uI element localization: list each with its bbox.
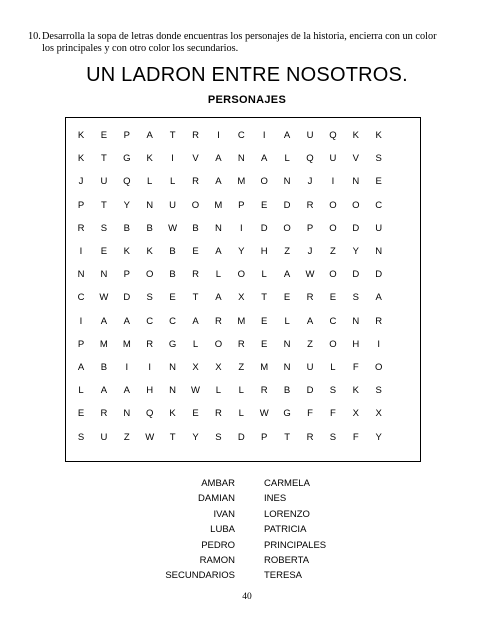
grid-letter: E: [261, 338, 268, 350]
grid-letter: L: [238, 385, 244, 397]
grid-letter: P: [306, 222, 314, 234]
grid-letter: R: [192, 130, 199, 141]
grid-letter: M: [237, 176, 246, 188]
grid-letter: Z: [329, 246, 336, 257]
grid-letter: R: [306, 292, 314, 304]
grid-letter: A: [100, 385, 108, 397]
grid-letter: N: [237, 153, 245, 165]
grid-letter: X: [238, 292, 245, 304]
grid-letter: A: [306, 315, 314, 327]
grid-letter: T: [261, 292, 268, 304]
grid-letter: Q: [145, 408, 154, 420]
grid-letter: I: [79, 315, 83, 327]
grid-letter: A: [375, 292, 382, 304]
grid-letter: R: [214, 408, 222, 420]
word-right: LORENZO: [264, 508, 310, 520]
word-left: DAMIAN: [198, 493, 235, 505]
grid-letter: A: [283, 130, 291, 141]
section-subtitle: PERSONAJES: [207, 94, 287, 106]
grid-letter: L: [215, 269, 222, 281]
grid-letter: U: [169, 199, 177, 211]
grid-letter: T: [169, 130, 176, 141]
grid-letter: P: [77, 199, 85, 211]
grid-letter: Z: [284, 246, 290, 257]
grid-letter: N: [375, 246, 383, 257]
grid-letter: B: [283, 385, 291, 397]
grid-letter: L: [147, 176, 153, 188]
grid-letter: I: [262, 130, 266, 141]
grid-letter: A: [123, 385, 130, 397]
grid-letter: O: [329, 269, 337, 281]
grid-letter: B: [123, 222, 130, 234]
grid-letter: A: [261, 153, 268, 165]
grid-letter: O: [260, 176, 268, 188]
grid-letter: N: [214, 222, 222, 234]
grid-letter: D: [352, 222, 360, 234]
grid-letter: W: [259, 408, 269, 420]
grid-letter: Q: [329, 130, 337, 141]
grid-letter: R: [306, 431, 314, 443]
grid-letter: B: [100, 362, 108, 373]
grid-letter: A: [215, 292, 222, 304]
grid-letter: K: [352, 130, 359, 141]
grid-letter: P: [77, 338, 85, 350]
grid-letter: F: [352, 431, 359, 443]
grid-letter: Y: [352, 246, 359, 257]
grid-letter: U: [100, 176, 108, 188]
grid-letter: G: [123, 153, 131, 165]
grid-letter: A: [215, 153, 222, 165]
grid-letter: S: [146, 292, 153, 304]
grid-letter: M: [122, 338, 131, 350]
grid-letter: B: [192, 222, 199, 234]
grid-letter: I: [171, 153, 174, 165]
grid-letter: S: [375, 153, 382, 165]
grid-letter: O: [145, 269, 154, 281]
grid-letter: U: [329, 153, 337, 165]
grid-letter: W: [305, 269, 315, 281]
grid-letter: V: [352, 153, 359, 165]
grid-letter: J: [78, 176, 84, 188]
grid-letter: R: [77, 222, 85, 234]
grid-letter: H: [146, 385, 154, 397]
grid-letter: D: [283, 199, 291, 211]
grid-letter: X: [352, 408, 359, 420]
grid-letter: I: [148, 362, 151, 373]
grid-letter: X: [215, 362, 222, 373]
grid-letter: C: [77, 292, 85, 304]
grid-letter: A: [123, 315, 130, 327]
grid-letter: O: [329, 222, 337, 234]
grid-letter: T: [100, 199, 107, 211]
grid-letter: A: [146, 130, 153, 141]
grid-letter: L: [261, 269, 267, 281]
grid-letter: R: [214, 315, 222, 327]
grid-letter: Z: [307, 338, 313, 350]
grid-letter: I: [331, 176, 335, 188]
grid-letter: B: [146, 222, 153, 234]
grid-letter: F: [352, 362, 359, 373]
grid-letter: A: [215, 176, 222, 188]
grid-letter: S: [352, 292, 359, 304]
grid-letter: I: [239, 222, 243, 234]
grid-letter: S: [329, 431, 337, 443]
word-left: PEDRO: [201, 539, 235, 551]
grid-letter: H: [260, 246, 268, 257]
grid-letter: E: [261, 315, 268, 327]
grid-letter: L: [192, 338, 199, 350]
grid-letter: N: [169, 362, 177, 373]
grid-letter: Z: [238, 362, 245, 373]
grid-letter: R: [375, 315, 383, 327]
grid-letter: B: [169, 269, 176, 281]
page-number: 40: [242, 592, 252, 602]
instruction-number: 10.: [28, 31, 41, 42]
word-left: LUBA: [210, 524, 235, 536]
grid-letter: R: [260, 385, 268, 397]
word-search-box: [65, 117, 421, 462]
grid-letter: K: [146, 153, 153, 165]
grid-letter: K: [169, 408, 176, 420]
grid-letter: M: [237, 315, 246, 327]
grid-letter: M: [214, 199, 223, 211]
grid-letter: E: [169, 292, 176, 304]
word-left: IVAN: [213, 508, 235, 520]
grid-letter: O: [283, 222, 291, 234]
word-search-grid: [66, 118, 420, 461]
grid-letter: E: [100, 246, 108, 257]
grid-letter: N: [352, 315, 360, 327]
grid-letter: N: [146, 199, 154, 211]
instruction-text: Desarrolla la sopa de letras donde encuentras los personajes de la historia, encierra con un color los principales y con otro color los secundarios.: [42, 31, 437, 54]
grid-letter: P: [123, 269, 130, 281]
grid-letter: S: [375, 385, 382, 397]
grid-letter: I: [217, 130, 220, 141]
word-left: SECUNDARIOS: [165, 570, 235, 582]
grid-letter: O: [329, 199, 337, 211]
grid-letter: V: [192, 153, 199, 165]
grid-letter: R: [192, 269, 199, 281]
grid-letter: S: [100, 222, 108, 234]
word-right: ROBERTA: [264, 555, 310, 566]
grid-letter: E: [283, 292, 291, 304]
grid-letter: L: [78, 385, 84, 397]
grid-letter: E: [100, 130, 108, 141]
grid-letter: D: [306, 385, 314, 397]
grid-letter: C: [329, 315, 337, 327]
grid-letter: S: [215, 431, 222, 443]
grid-letter: O: [237, 269, 245, 281]
grid-letter: O: [374, 362, 383, 373]
word-right: INES: [264, 493, 287, 505]
grid-letter: E: [261, 199, 268, 211]
grid-letter: Y: [375, 431, 382, 443]
grid-letter: A: [215, 246, 222, 257]
grid-letter: O: [329, 338, 337, 350]
grid-letter: N: [100, 269, 108, 281]
grid-letter: P: [238, 199, 245, 211]
grid-letter: L: [284, 315, 290, 327]
grid-letter: N: [169, 385, 177, 397]
grid-letter: M: [99, 338, 108, 350]
grid-letter: N: [123, 408, 131, 420]
grid-letter: C: [169, 315, 177, 327]
grid-letter: I: [79, 246, 83, 257]
grid-letter: F: [307, 408, 313, 420]
grid-letter: O: [214, 338, 223, 350]
grid-letter: L: [284, 153, 290, 165]
word-right: TERESA: [264, 570, 303, 582]
grid-letter: K: [352, 385, 359, 397]
grid-letter: U: [100, 431, 108, 443]
grid-letter: I: [125, 362, 129, 373]
word-right: PATRICIA: [264, 524, 307, 536]
grid-letter: C: [237, 130, 245, 141]
grid-letter: R: [192, 176, 199, 188]
word-right: CARMELA: [264, 478, 310, 489]
grid-letter: A: [77, 362, 85, 373]
grid-letter: L: [169, 176, 176, 188]
grid-letter: Q: [123, 176, 131, 188]
grid-letter: K: [375, 130, 382, 141]
grid-letter: A: [283, 269, 291, 281]
grid-letter: O: [352, 199, 360, 211]
grid-letter: E: [329, 292, 337, 304]
grid-letter: E: [192, 408, 199, 420]
grid-letter: B: [169, 246, 176, 257]
grid-letter: Z: [123, 431, 130, 443]
grid-letter: N: [283, 362, 291, 373]
grid-letter: T: [100, 153, 107, 165]
instruction: [28, 31, 448, 55]
grid-letter: P: [261, 431, 268, 443]
grid-letter: F: [329, 408, 336, 420]
grid-letter: U: [306, 362, 314, 373]
grid-letter: K: [123, 246, 130, 257]
grid-letter: N: [77, 269, 85, 281]
grid-letter: L: [330, 362, 336, 373]
grid-letter: X: [375, 408, 382, 420]
grid-letter: Y: [238, 246, 245, 257]
grid-letter: J: [307, 176, 313, 188]
word-left: AMBAR: [201, 478, 235, 489]
grid-letter: R: [306, 199, 314, 211]
grid-letter: J: [307, 246, 313, 257]
grid-letter: N: [283, 176, 291, 188]
grid-letter: G: [283, 408, 291, 420]
grid-letter: L: [238, 408, 244, 420]
grid-letter: R: [146, 338, 154, 350]
grid-letter: K: [146, 246, 153, 257]
grid-letter: W: [168, 222, 178, 234]
grid-letter: S: [77, 431, 85, 443]
grid-letter: C: [375, 199, 383, 211]
grid-letter: A: [100, 315, 108, 327]
grid-letter: M: [260, 362, 269, 373]
grid-letter: D: [375, 269, 383, 281]
grid-letter: T: [284, 431, 290, 443]
grid-letter: A: [192, 315, 199, 327]
grid-letter: Q: [306, 153, 314, 165]
grid-letter: K: [77, 153, 85, 165]
grid-letter: C: [146, 315, 154, 327]
grid-letter: N: [283, 338, 291, 350]
grid-letter: S: [329, 385, 337, 397]
grid-letter: L: [215, 385, 222, 397]
grid-letter: D: [260, 222, 268, 234]
grid-letter: T: [169, 431, 176, 443]
grid-letter: P: [123, 130, 130, 141]
grid-letter: E: [192, 246, 199, 257]
grid-letter: R: [100, 408, 108, 420]
grid-letter: D: [123, 292, 131, 304]
grid-letter: W: [191, 385, 200, 397]
grid-letter: O: [191, 199, 200, 211]
grid-letter: G: [168, 338, 177, 350]
page-title: UN LADRON ENTRE NOSOTROS.: [86, 64, 408, 86]
grid-letter: U: [375, 222, 383, 234]
grid-letter: D: [352, 269, 360, 281]
grid-letter: Y: [123, 199, 130, 211]
grid-letter: E: [77, 408, 85, 420]
grid-letter: Y: [192, 431, 199, 443]
grid-letter: T: [192, 292, 199, 304]
grid-letter: K: [77, 130, 85, 141]
grid-letter: U: [306, 130, 314, 141]
grid-letter: H: [352, 338, 360, 350]
word-left: RAMON: [199, 555, 235, 566]
word-right: PRINCIPALES: [264, 539, 327, 551]
grid-letter: D: [237, 431, 245, 443]
grid-letter: N: [352, 176, 360, 188]
grid-letter: W: [145, 431, 155, 443]
grid-letter: W: [99, 292, 109, 304]
grid-letter: X: [192, 362, 199, 373]
grid-letter: R: [237, 338, 245, 350]
grid-letter: E: [375, 176, 382, 188]
grid-letter: I: [377, 338, 380, 350]
